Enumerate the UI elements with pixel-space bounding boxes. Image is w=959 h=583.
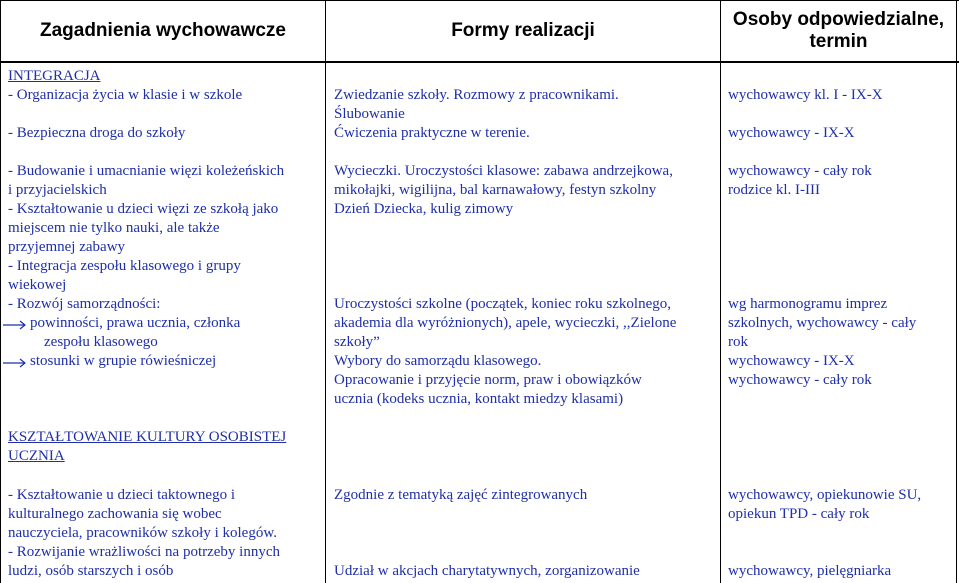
form-line: ucznia (kodeks ucznia, kontakt miedzy klasami) (334, 391, 624, 407)
responsible-line: wg harmonogramu imprez (728, 296, 888, 312)
form-line: Uroczystości szkolne (początek, koniec roku szkolnego, (334, 296, 671, 312)
right-arrow-icon (2, 357, 28, 369)
responsible-line: wychowawcy, pielęgniarka (728, 563, 892, 579)
topic-line: - Rozwój samorządności: (8, 296, 161, 312)
topic-line: przyjemnej zabawy (8, 239, 126, 255)
section-title-kultura: KSZTAŁTOWANIE KULTURY OSOBISTEJ (8, 429, 287, 445)
topic-line: nauczyciela, pracowników szkoły i kolegów. (8, 525, 277, 541)
responsible-line: opiekun TPD - cały rok (728, 506, 870, 522)
form-line: mikołajki, wigilijna, bal karnawałowy, festyn szkolny (334, 182, 657, 198)
column-divider-1 (325, 0, 326, 583)
form-item: Ślubowanie (334, 106, 405, 122)
header-topics-label: Zagadnienia wychowawcze (39, 20, 287, 41)
form-line: Dzień Dziecka, kulig zimowy (334, 201, 514, 217)
topic-line: - Budowanie i umacnianie więzi koleżeńskich (8, 163, 285, 179)
topic-line: - Integracja zespołu klasowego i grupy (8, 258, 241, 274)
form-item: Ćwiczenia praktyczne w terenie. (334, 125, 530, 141)
topic-line: stosunki w grupie rówieśniczej (30, 353, 217, 369)
responsible-line: szkolnych, wychowawcy - cały (728, 315, 917, 331)
column-divider-2 (720, 0, 721, 583)
form-line: Opracowanie i przyjęcie norm, praw i obowiązków (334, 372, 642, 388)
topic-line: powinności, prawa ucznia, członka (30, 315, 241, 331)
section-title-integracja: INTEGRACJA (8, 68, 101, 84)
topic-line: - Kształtowanie u dzieci więzi ze szkołą jako (8, 201, 279, 217)
form-item: Zwiedzanie szkoły. Rozmowy z pracownikami. (334, 87, 619, 103)
header-responsible-line2: termin (809, 31, 868, 52)
responsible-item: wychowawcy - IX-X (728, 125, 855, 141)
topic-line: zespołu klasowego (44, 334, 158, 350)
topic-line: - Kształtowanie u dzieci taktownego i (8, 487, 236, 503)
header-forms (326, 0, 720, 62)
form-line: szkoły” (334, 334, 380, 350)
header-responsible-line1: Osoby odpowiedzialne, (732, 9, 945, 30)
topic-line: - Rozwijanie wrażliwości na potrzeby innych (8, 544, 280, 560)
table-right-border (956, 0, 957, 583)
responsible-line: wychowawcy, opiekunowie SU, (728, 487, 922, 503)
topic-item: - Bezpieczna droga do szkoły (8, 125, 186, 141)
form-line: akademia dla wyróżnionych), apele, wycieczki, ,,Zielone (334, 315, 677, 331)
topic-line: wiekowej (8, 277, 67, 293)
section-title-kultura-line2: UCZNIA (8, 448, 65, 464)
responsible-line: rodzice kl. I-III (728, 182, 821, 198)
topic-line: ludzi, osób starszych i osób (8, 563, 174, 579)
form-line: Zgodnie z tematyką zajęć zintegrowanych (334, 487, 588, 503)
topic-line: kulturalnego zachowania się wobec (8, 506, 222, 522)
form-line: Wybory do samorządu klasowego. (334, 353, 542, 369)
header-forms-label: Formy realizacji (451, 20, 595, 41)
responsible-line: rok (728, 334, 748, 350)
header-topics (1, 0, 325, 62)
topic-line: i przyjacielskich (8, 182, 107, 198)
right-arrow-icon (2, 319, 28, 331)
responsible-line: wychowawcy - cały rok (728, 163, 872, 179)
header-responsible (721, 0, 956, 62)
form-line: Wycieczki. Uroczystości klasowe: zabawa andrzejkowa, (334, 163, 673, 179)
form-line: Udział w akcjach charytatywnych, zorganizowanie (334, 563, 640, 579)
table-left-border (0, 0, 1, 583)
responsible-line: wychowawcy - cały rok (728, 372, 872, 388)
responsible-line: wychowawcy - IX-X (728, 353, 855, 369)
topic-line: miejscem nie tylko nauki, ale także (8, 220, 220, 236)
responsible-item: wychowawcy kl. I - IX-X (728, 87, 883, 103)
topic-item: - Organizacja życia w klasie i w szkole (8, 87, 243, 103)
